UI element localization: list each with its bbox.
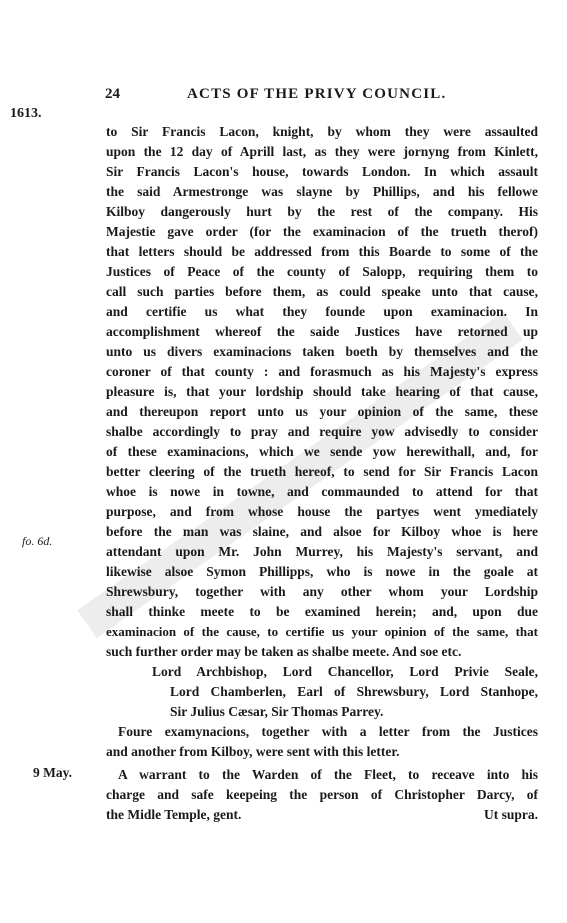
note-line: and another from Kilboy, were sent with this letter. xyxy=(106,744,400,759)
text-line: Majestie gave order (for the examinacion of the trueth therof) xyxy=(106,224,538,239)
margin-folio: fo. 6d. xyxy=(22,534,53,548)
signatory-line: Lord Archbishop, Lord Chancellor, Lord Privie Seale, xyxy=(152,664,538,679)
text-line: accomplishment whereof the saide Justices have retorned up xyxy=(106,324,538,339)
entry-line: charge and safe keepeing the person of Christopher Darcy, of xyxy=(106,787,538,802)
text-line: likewise alsoe Symon Phillipps, who is nowe in the goale at xyxy=(106,564,538,579)
text-line: unto us divers examinacions taken boeth by themselves and the xyxy=(106,344,538,359)
text-line: attendant upon Mr. John Murrey, his Majesty's servant, and xyxy=(106,544,538,559)
text-line: call such parties before them, as could speake unto that cause, xyxy=(106,284,538,299)
text-line: purpose, and from whose house the partyes went ymediately xyxy=(106,504,538,519)
margin-date: 9 May. xyxy=(33,765,72,780)
text-line: better cleering of the trueth hereof, to send for Sir Francis Lacon xyxy=(106,464,538,479)
text-line: and thereupon report unto us your opinion of the same, these xyxy=(106,404,538,419)
signatory-line: Lord Chamberlen, Earl of Shrewsbury, Lord Stanhope, xyxy=(170,684,538,699)
entry-line: the Midle Temple, gent. xyxy=(106,807,242,822)
text-line: Shrewsbury, together with any other whom your Lordship xyxy=(106,584,538,599)
text-line: coroner of that county : and forasmuch as his Majesty's express xyxy=(106,364,538,379)
entry-line: A warrant to the Warden of the Fleet, to receave into his xyxy=(118,767,538,782)
entry-tail: Ut supra. xyxy=(483,807,538,822)
text-line: pleasure is, that your lordship should take hearing of that cause, xyxy=(106,384,538,399)
text-line: that letters should be addressed from this Boarde to some of the xyxy=(106,244,538,259)
text-line: Justices of Peace of the county of Salopp, requiring them to xyxy=(106,264,538,279)
note-line: Foure examynacions, together with a letter from the Justices xyxy=(118,724,538,739)
text-line: upon the 12 day of Aprill last, as they were jornyng from Kinlett, xyxy=(106,144,538,159)
text-line: examinacion of the cause, to certifie us your opinion of the same, that xyxy=(106,624,538,639)
text-line: to Sir Francis Lacon, knight, by whom they were assaulted xyxy=(106,124,538,139)
signatory-line: Sir Julius Cæsar, Sir Thomas Parrey. xyxy=(170,704,384,719)
page-header xyxy=(0,86,567,108)
text-line: shall thinke meete to be examined herein; and, upon due xyxy=(106,604,538,619)
text-line: of these examinacions, which we sende yow herewithall, and, for xyxy=(106,444,538,459)
text-line: shalbe accordingly to pray and require yow advisedly to consider xyxy=(106,424,538,439)
text-line: the said Armestronge was slayne by Phillips, and his fellowe xyxy=(106,184,538,199)
text-line: Sir Francis Lacon's house, towards London. In which assault xyxy=(106,164,538,179)
text-line: before the man was slaine, and alsoe for Kilboy whoe is here xyxy=(106,524,538,539)
running-title: ACTS OF THE PRIVY COUNCIL. xyxy=(187,86,447,102)
text-line: Kilboy dangerously hurt by the rest of the company. His xyxy=(106,204,538,219)
margin-year: 1613. xyxy=(10,106,42,121)
page-number: 24 xyxy=(105,86,120,102)
text-line: such further order may be taken as shalbe meete. And soe etc. xyxy=(106,644,462,659)
text-line: and certifie us what they founde upon examinacion. In xyxy=(106,304,538,319)
text-line: whoe is nowe in towne, and commaunded to attend for that xyxy=(106,484,538,499)
